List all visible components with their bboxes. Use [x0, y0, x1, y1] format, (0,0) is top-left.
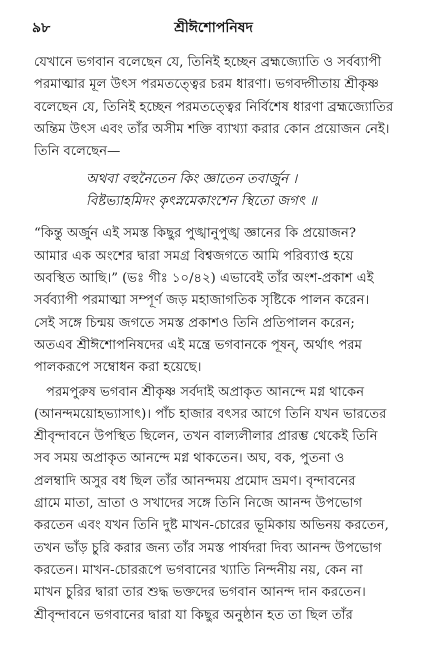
text-line: পরমপুরুষ ভগবান শ্রীকৃষ্ণ সর্বদাই অপ্রাকৃত আনন্দে মগ্ন থাকেন [46, 384, 365, 400]
text-line: প্রলম্বাদি অসুর বধ ছিল তাঁর আনন্দময় প্রমোদ ভ্রমণ। বৃন্দাবনের [34, 473, 356, 489]
text-line: পরমাত্মার মূল উৎস পরমতত্ত্বের চরম ধারণা। ভগবদ্গীতায় শ্রীকৃষ্ণ [34, 77, 380, 93]
text-line: অবস্থিত আছি।” (ভঃ গীঃ ১০/৪২) এভাবেই তাঁর অংশ-প্রকাশ এই [34, 271, 374, 287]
text-line: তখন ভাঁড় চুরি করার জন্য তাঁর সমস্ত পার্ষদরা দিব্য আনন্দ উপভোগ [34, 540, 382, 556]
text-line: মাখন চুরির দ্বারা তার শুদ্ধ ভক্তদের ভগবান আনন্দ দান করতেন। [34, 585, 366, 601]
verse-line: অথবা বহুনৈতেন কিং জ্ঞাতেন তবার্জুন । [86, 172, 298, 188]
text-line: আমার এক অংশের দ্বারা সমগ্র বিশ্বজগতে আমি পরিব্যাপ্ত হয়ে [34, 248, 354, 264]
text-line: গ্রামে মাতা, ভ্রাতা ও সখাদের সঙ্গে তিনি নিজে আনন্দ উপভোগ [34, 496, 363, 512]
text-line: (আনন্দময়োহভ্যাসাৎ)। পাঁচ হাজার বৎসর আগে তিনি যখন ভারতের [34, 406, 387, 422]
paragraph-3 [14, 382, 413, 627]
paragraph-2 [14, 223, 413, 379]
text-line: সেই সঙ্গে চিন্ময় জগতে সমস্ত প্রকাশও তিনি প্রতিপালন করেন; [34, 315, 355, 331]
sanskrit-verse [14, 169, 413, 213]
page-header [14, 14, 413, 36]
text-line: তিনি বলেছেন— [34, 144, 121, 160]
text-line: সব সময় অপ্রাকৃত আনন্দে মগ্ন থাকতেন। অঘ, বক, পুতনা ও [34, 451, 345, 467]
text-line: করতেন। মাখন-চোররূপে ভগবানের খ্যাতি নিন্দনীয় নয়, কেন না [34, 562, 363, 578]
text-line: শ্রীবৃন্দাবনে ভগবানের দ্বারা যা কিছুর অনুষ্ঠান হত তা ছিল তাঁর [34, 607, 353, 623]
paragraph-1 [14, 52, 413, 163]
running-title: শ্রীঈশোপনিষদ [174, 20, 253, 36]
text-line: বলেছেন যে, তিনিই হচ্ছেন পরমতত্ত্বের নির্বিশেষ ধারণা ব্রহ্মজ্যোতির [34, 99, 394, 115]
text-line: করতেন এবং যখন তিনি দুষ্ট মাখন-চোরের ভূমিকায় অভিনয় করতেন, [34, 518, 389, 534]
text-line: অতএব শ্রীঈশোপনিষদের এই মন্ত্রে ভগবানকে পূষন্, অর্থাৎ পরম [34, 337, 362, 353]
page-number: ৯৮ [32, 20, 51, 36]
text-line: “কিন্তু অর্জুন এই সমস্ত কিছুর পুঙ্খানুপুঙ্খ জ্ঞানের কি প্রয়োজন? [34, 226, 356, 242]
text-line: সর্বব্যাপী পরমাত্মা সম্পূর্ণ জড় মহাজাগতিক সৃষ্টিকে পালন করেন। [34, 293, 370, 309]
text-line: শ্রীবৃন্দাবনে উপস্থিত ছিলেন, তখন বাল্যলীলার প্রারম্ভ থেকেই তিনি [34, 429, 378, 445]
text-line: অন্তিম উৎস এবং তাঁর অসীম শক্তি ব্যাখ্যা করার কোন প্রয়োজন নেই। [34, 121, 390, 137]
text-line: যেখানে ভগবান বলেছেন যে, তিনিই হচ্ছেন ব্রহ্মজ্যোতি ও সর্বব্যাপী [34, 55, 382, 70]
text-line: পালকরূপে সম্বোধন করা হয়েছে। [34, 360, 202, 376]
verse-line: বিষ্টভ্যাহমিদং কৃৎস্নমেকাংশেন স্থিতো জগৎ ॥ [86, 194, 317, 210]
